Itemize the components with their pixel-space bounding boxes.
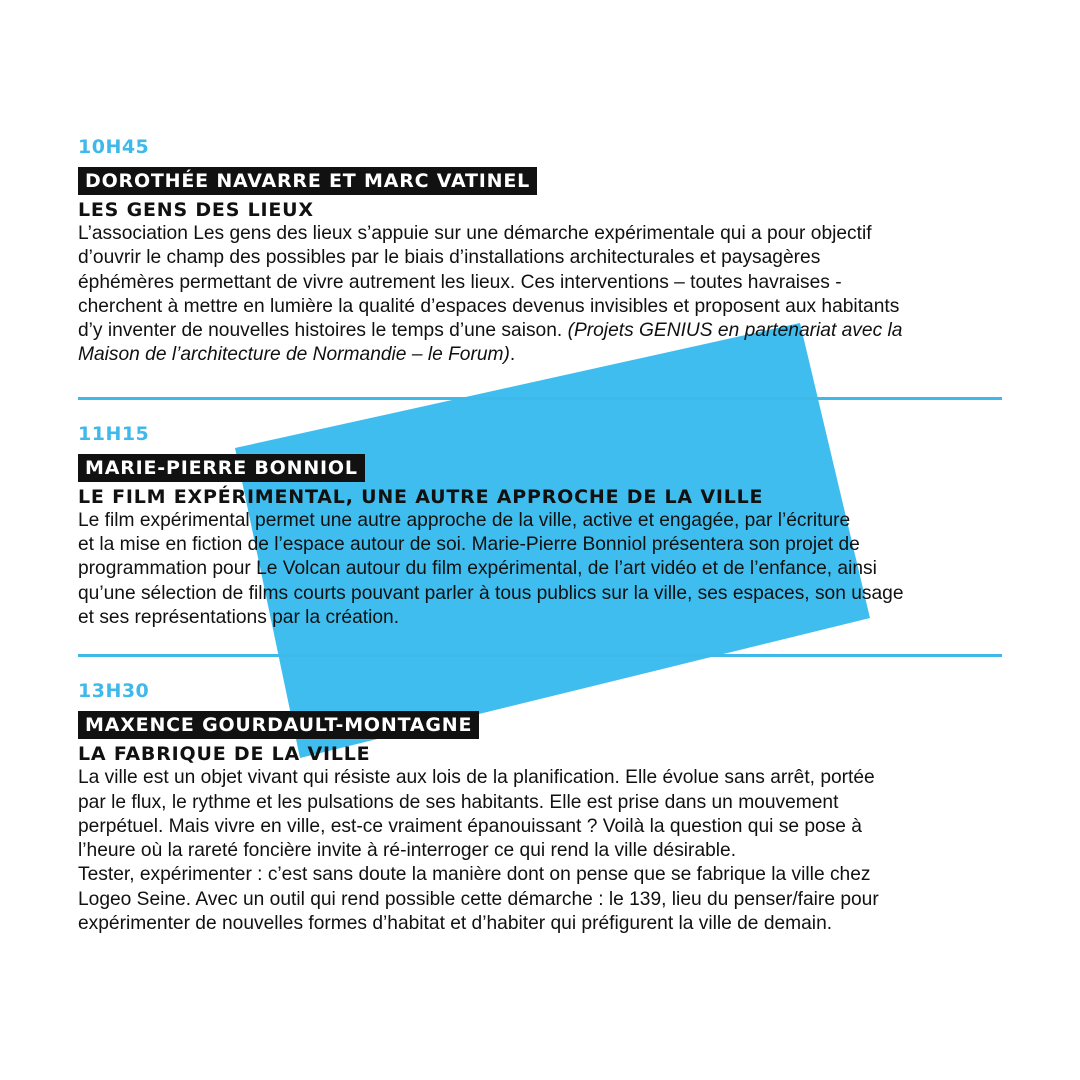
speaker-label: MAXENCE GOURDAULT-MONTAGNE <box>78 711 479 739</box>
session-time: 10H45 <box>78 136 150 158</box>
session-time: 11H15 <box>78 422 150 445</box>
session-description <box>78 222 1008 368</box>
section-divider <box>78 397 1002 400</box>
description-end: . <box>509 344 516 366</box>
speaker-label: MARIE-PIERRE BONNIOL <box>78 454 365 482</box>
section-divider <box>78 654 1002 657</box>
session-time: 13H30 <box>78 680 150 703</box>
session-1330 <box>78 679 1008 936</box>
session-title: LA FABRIQUE DE LA VILLE <box>78 743 371 766</box>
speaker-label: DOROTHÉE NAVARRE ET MARC VATINEL <box>78 167 537 195</box>
session-description: La ville est un objet vivant qui résiste aux lois de la planification. Elle évolue sans arrêt, portée par le flux, le rythme et les pulsations de ses habitants. Elle est prise dans un mouvement perpétuel. Mais vivre en ville, est-ce vraiment épanouissant ? Voilà la question qui se pose à l’heure où la rareté foncière invite à ré-interroger ce qui rend la ville désirable. Tester, expérimenter : c’est sans doute la manière dont on pense que se fabrique la ville chez Logeo Seine. Avec un outil qui rend possible cette démarche : le 139, lieu du penser/faire pour expérimenter de nouvelles formes d’habitat et d’habiter qui préfigurent la ville de demain. <box>78 767 879 935</box>
session-1115 <box>78 422 1008 630</box>
session-1045 <box>78 135 1008 368</box>
session-description: Le film expérimental permet une autre approche de la ville, active et engagée, par l’écriture et la mise en fiction de l’espace autour de soi. Marie-Pierre Bonniol présentera son projet de programmation pour Le Volcan autour du film expérimental, de l’art vidéo et de l’enfance, ainsi qu’une sélection de films courts pouvant parler à tous publics sur la ville, ses espaces, son usage et ses représentations par la création. <box>78 509 904 628</box>
session-title: LE FILM EXPÉRIMENTAL, UNE AUTRE APPROCHE DE LA VILLE <box>78 485 764 508</box>
session-title: LES GENS DES LIEUX <box>78 199 314 221</box>
program-content <box>78 135 1008 936</box>
description-text: L’association Les gens des lieux s’appuie sur une démarche expérimentale qui a pour objectif d’ouvrir le champ des possibles par le biais d’installations architecturales et paysagères éphémères permettant de vivre autrement les lieux. Ces interventions – toutes havraises - cherchent à mettre en lumière la qualité d’espaces devenus invisibles et proposent aux habitants d’y inventer de nouvelles histoires le temps d’une saison. <box>78 223 900 342</box>
description-italic-note: (Projets GENIUS en partenariat avec la Maison de l’architecture de Normandie – le Forum) <box>78 320 903 366</box>
